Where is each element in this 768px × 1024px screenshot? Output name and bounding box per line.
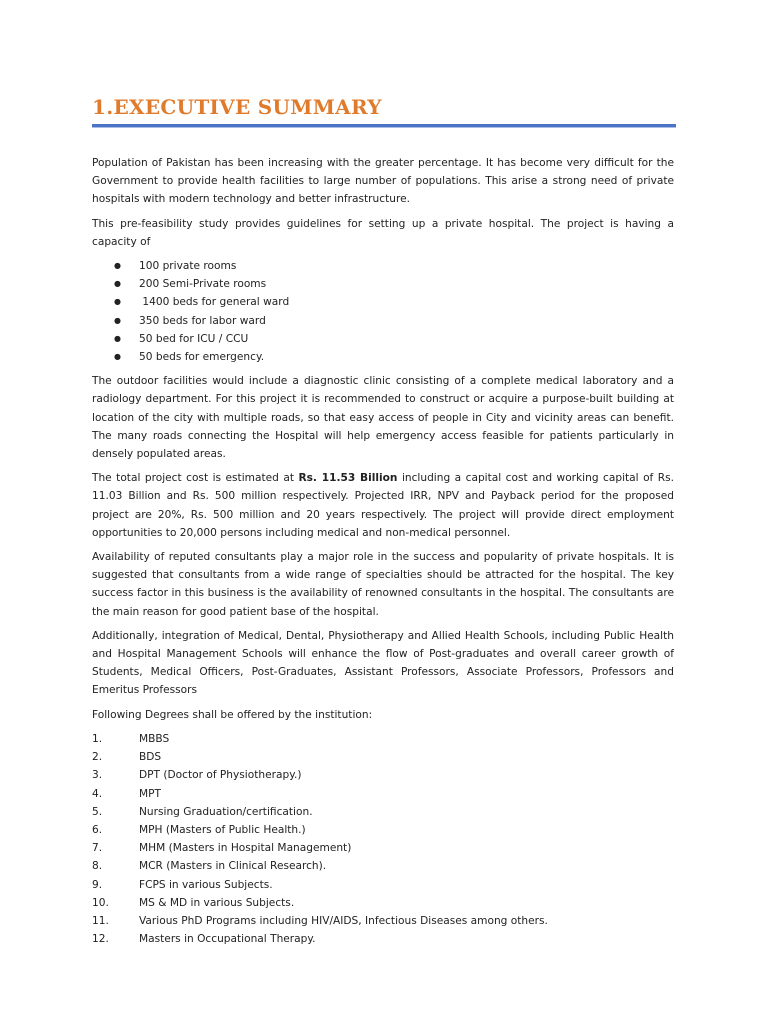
list-item: 11. Various PhD Programs including HIV/AIDS, Infectious Diseases among others. <box>92 914 548 927</box>
list-item: 4. MPT <box>92 787 161 800</box>
list-item: ● 50 bed for ICU / CCU <box>92 330 674 348</box>
list-item: 1. MBBS <box>92 732 170 745</box>
total-cost-value: Rs. 11.53 Billion <box>298 472 398 485</box>
list-item: ● 200 Semi-Private rooms <box>92 275 674 293</box>
project-cost-paragraph: The total project cost is estimated at Rs. 11.53 Billion including a capital cost and working capital of Rs. 11.03 Billion and Rs. 500 million respectively. Projected IRR, NPV and Payback period for the proposed project are 20%, Rs. 500 million and 20 years respectively. The project will provide direct employment opportunities to 20,000 persons including medical and non-medical personnel. <box>92 472 675 539</box>
bullet-icon: ● <box>114 352 121 362</box>
list-item: 2. BDS <box>92 751 162 764</box>
section-heading: 1.EXECUTIVE SUMMARY <box>92 95 382 119</box>
degrees-list <box>92 730 674 948</box>
intro-paragraph: Population of Pakistan has been increasing with the greater percentage. It has become very difficult for the Government to provide health facilities to large number of populations. This arise a strong need of private hospitals with modern technology and better infrastructure. <box>92 157 674 206</box>
degrees-intro-paragraph: Following Degrees shall be offered by the institution: <box>92 708 373 721</box>
capacity-intro-paragraph: This pre-feasibility study provides guidelines for setting up a private hospital. The project is having a capacity of <box>92 217 674 248</box>
integration-paragraph: Additionally, integration of Medical, Dental, Physiotherapy and Allied Health Schools, including Public Health and Hospital Management Schools will enhance the flow of Post-graduates and overall career growth of Students, Medical Officers, Post-Graduates, Assistant Professors, Associate Professors, Professors and Emeritus Professors <box>92 629 674 697</box>
heading-underline <box>92 124 676 128</box>
list-item: 10. MS & MD in various Subjects. <box>92 896 295 909</box>
bullet-icon: ● <box>114 333 121 343</box>
outdoor-facilities-paragraph: The outdoor facilities would include a diagnostic clinic consisting of a complete medical laboratory and a radiology department. For this project it is recommended to construct or acquire a purpose-built building at location of the city with multiple roads, so that easy access of people in City and vicinity areas can benefit. The many roads connecting the Hospital will help emergency access feasible for patients particularly in densely populated areas. <box>92 375 674 461</box>
bullet-icon: ● <box>114 261 121 271</box>
list-item: 3. DPT (Doctor of Physiotherapy.) <box>92 769 302 782</box>
list-item: ● 100 private rooms <box>92 257 674 275</box>
consultants-paragraph: Availability of reputed consultants play a major role in the success and popularity of private hospitals. It is suggested that consultants from a wide range of specialties should be attracted for the hospital. The key success factor in this business is the availability of renowned consultants in the hospital. The consultants are the main reason for good patient base of the hospital. <box>92 551 674 618</box>
list-item: 8. MCR (Masters in Clinical Research). <box>92 860 327 873</box>
list-item: ● 350 beds for labor ward <box>92 312 674 330</box>
list-item: 7. MHM (Masters in Hospital Management) <box>92 842 352 855</box>
list-item: 5. Nursing Graduation/certification. <box>92 805 313 818</box>
bullet-icon: ● <box>114 315 121 325</box>
list-item: ● 1400 beds for general ward <box>92 293 674 311</box>
list-item: 6. MPH (Masters of Public Health.) <box>92 823 306 836</box>
list-item: 9. FCPS in various Subjects. <box>92 878 273 891</box>
list-item: 12. Masters in Occupational Therapy. <box>92 933 316 946</box>
bullet-icon: ● <box>114 297 121 307</box>
document-body <box>92 154 674 948</box>
list-item: ● 50 beds for emergency. <box>92 348 674 366</box>
capacity-list <box>92 257 674 366</box>
bullet-icon: ● <box>114 279 121 289</box>
